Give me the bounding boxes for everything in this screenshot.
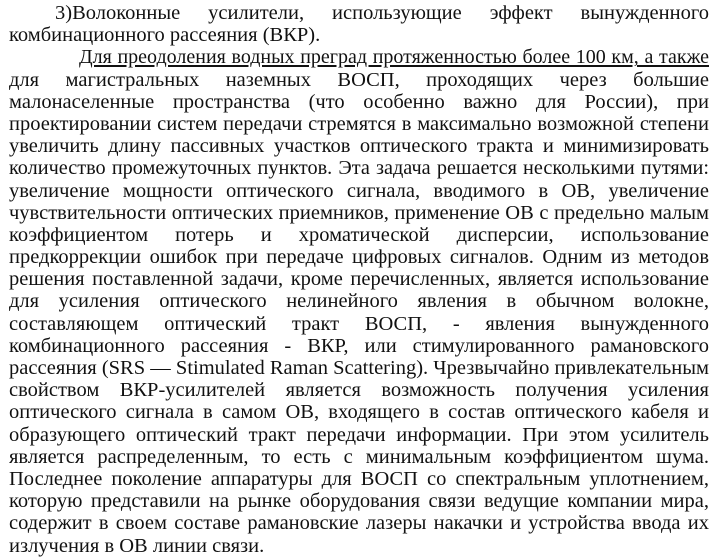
heading-line: комбинационного рассеяния (ВКР).	[9, 24, 321, 47]
paragraph-line: излучения в ОВ линии связи.	[9, 534, 265, 557]
document-text	[9, 2, 709, 557]
paragraph-line: для магистральных наземных ВОСП, проходящих через большие	[9, 68, 709, 91]
paragraph-line: является распределенным, то есть с минимальным коэффициентом шума.	[9, 445, 709, 468]
paragraph-line: составляющем оптический тракт ВОСП, - явления вынужденного	[9, 312, 709, 335]
paragraph-line: Для преодоления водных преград протяженностью более 100 км, а также	[79, 46, 709, 69]
paragraph-line: Последнее поколение аппаратуры для ВОСП со спектральным уплотнением,	[9, 467, 709, 490]
paragraph-line: коэффициентом потерь и хроматической дисперсии, использование	[9, 223, 709, 246]
paragraph-line: рассеяния (SRS — Stimulated Raman Scattering). Чрезвычайно привлекательным	[9, 357, 709, 379]
paragraph-line: решения поставленной задачи, кроме перечисленных, является использование	[9, 268, 709, 291]
paragraph-line: количество промежуточных пунктов. Эта задача решается несколькими путями:	[9, 157, 709, 180]
paragraph-line: увеличить длину пассивных участков оптического тракта и минимизировать	[9, 135, 709, 158]
paragraph-line: увеличение мощности оптического сигнала, вводимого в ОВ, увеличение	[9, 179, 709, 202]
paragraph-line: малонаселенные пространства (что особенно важно для России), при	[9, 90, 709, 113]
paragraph-line: комбинационного рассеяния - ВКР, или стимулированного рамановского	[9, 334, 709, 357]
paragraph-line: содержит в своем составе рамановские лазеры накачки и устройства ввода их	[9, 512, 709, 535]
paragraph-line: проектировании систем передачи стремятся в максимально возможной степени	[9, 112, 709, 135]
paragraph-line: для усиления оптического нелинейного явления в обычном волокне,	[9, 290, 709, 313]
paragraph-line: свойством ВКР-усилителей является возможность получения усиления	[9, 379, 709, 402]
paragraph-line: чувствительности оптических приемников, применение ОВ с предельно малым	[9, 201, 709, 224]
paragraph-line: оптического сигнала в самом ОВ, входящего в состав оптического кабеля и	[9, 401, 709, 424]
paragraph-line: которую представили на рынке оборудования связи ведущие компании мира,	[9, 490, 709, 513]
paragraph-line: предкоррекции ошибок при передаче цифровых сигналов. Одним из методов	[9, 246, 709, 269]
paragraph-line: образующего оптический тракт передачи информации. При этом усилитель	[9, 423, 709, 446]
heading-line: 3)Волоконные усилители, использующие эффект вынужденного	[55, 2, 709, 24]
